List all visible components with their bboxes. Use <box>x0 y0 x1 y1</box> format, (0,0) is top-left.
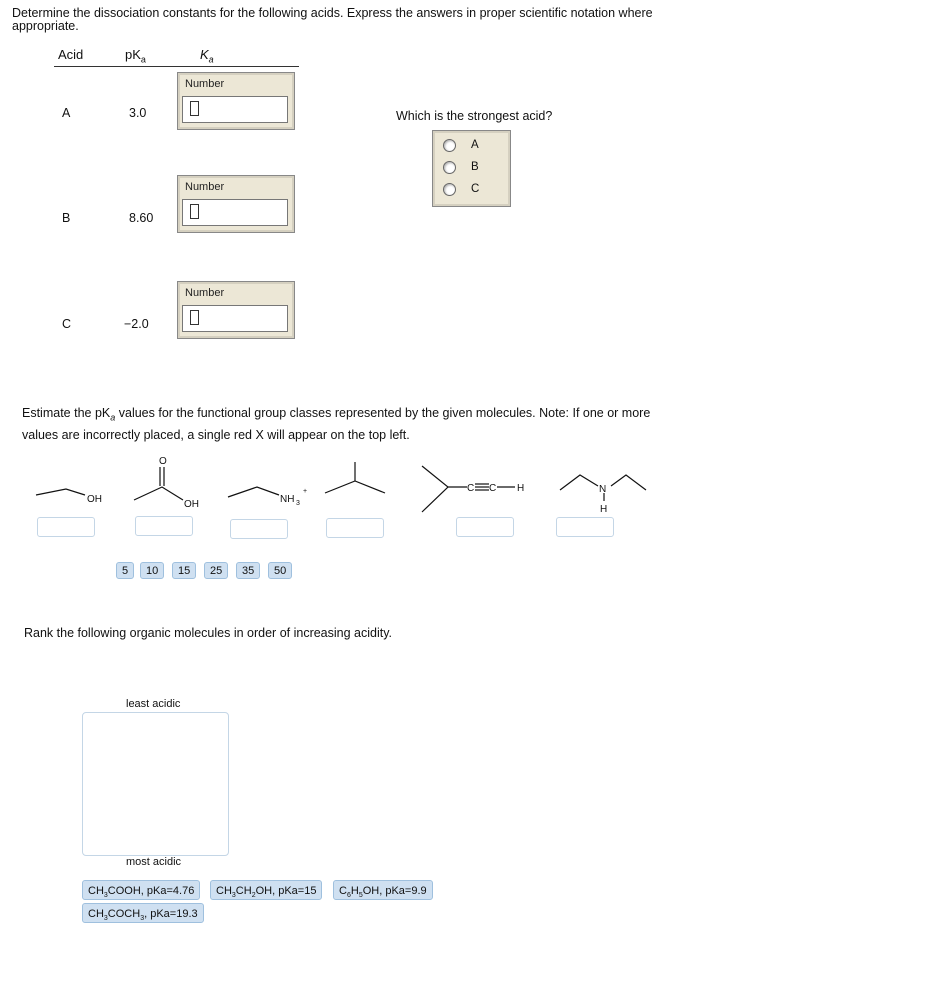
drop-target-alkane[interactable] <box>326 518 384 538</box>
row-a-acid: A <box>62 106 71 120</box>
row-a-pka: 3.0 <box>129 106 147 120</box>
header-pka: $pK_a$ <box>125 47 146 65</box>
strongest-acid-options <box>432 130 511 207</box>
drop-target-carboxylic-acid[interactable] <box>135 516 193 536</box>
label-n: N <box>599 484 607 495</box>
row-c-number-label: Number <box>185 287 225 299</box>
text-cursor-icon <box>190 204 199 219</box>
row-c-acid: C <box>62 317 72 331</box>
row-c-number-box <box>177 281 295 339</box>
radio-c[interactable] <box>443 183 456 196</box>
drop-target-alcohol[interactable] <box>37 517 95 537</box>
label-c-1: C <box>467 483 475 494</box>
label-h-alkyne: H <box>517 483 525 494</box>
question1-prompt: Determine the dissociation constants for the following acids. Express the answers in proper scientific notation where appropriate. <box>12 6 653 33</box>
label-c-2: C <box>489 483 497 494</box>
radio-b-label: B <box>471 161 479 173</box>
text-cursor-icon <box>190 310 199 325</box>
row-b-ka-input[interactable] <box>182 199 288 226</box>
row-c-pka: −2.0 <box>124 317 149 331</box>
least-acidic-label: least acidic <box>126 698 181 710</box>
label-oh-2: OH <box>184 499 199 510</box>
header-divider <box>54 66 299 67</box>
drop-target-amine[interactable] <box>556 517 614 537</box>
header-acid: Acid <box>58 47 84 62</box>
question2-prompt: Estimate the $pK_a$ values for the functional group classes represented by the given molecules. Note: If one or more values are incorrectly placed, a single red X will appear on the top left. <box>22 406 651 442</box>
diethylamine-bonds <box>560 475 598 490</box>
alkyne-bonds <box>422 466 448 512</box>
ranking-drop-area[interactable] <box>82 712 229 856</box>
label-oh-1: OH <box>87 494 102 505</box>
pka-chip-25[interactable]: 25 <box>204 562 228 579</box>
label-nh3: NH <box>280 494 295 505</box>
rank-item-ethanol[interactable]: $CH_3CH_2OH$, pKa=15 <box>210 880 322 900</box>
radio-b[interactable] <box>443 161 456 174</box>
question3-prompt: Rank the following organic molecules in order of increasing acidity. <box>24 626 393 640</box>
most-acidic-label: most acidic <box>126 856 182 868</box>
rank-item-acetic-acid[interactable]: $CH_3COOH$, pKa=4.76 <box>82 880 200 900</box>
row-a-number-box <box>177 72 295 130</box>
label-h-amine: H <box>600 504 608 515</box>
molecule-structures <box>0 450 929 525</box>
ethanol-bonds <box>36 489 85 495</box>
pka-chip-50[interactable]: 50 <box>268 562 292 579</box>
pka-chip-10[interactable]: 10 <box>140 562 164 579</box>
strongest-acid-question: Which is the strongest acid? <box>396 109 553 123</box>
isobutane-bonds <box>325 481 385 493</box>
row-b-number-box <box>177 175 295 233</box>
row-a-number-label: Number <box>185 78 225 90</box>
label-oxygen: O <box>159 456 167 467</box>
pka-chip-5[interactable]: 5 <box>116 562 134 579</box>
label-nh3-sub: 3 <box>296 500 300 507</box>
ethylammonium-bonds <box>228 487 279 497</box>
acetic-acid-bonds <box>134 487 183 500</box>
rank-item-phenol[interactable]: $C_6H_5OH$, pKa=9.9 <box>333 880 433 900</box>
drop-target-alkyne[interactable] <box>456 517 514 537</box>
drop-target-ammonium[interactable] <box>230 519 288 539</box>
rank-item-acetone[interactable]: $CH_3COCH_3$, pKa=19.3 <box>82 903 204 923</box>
pka-chip-15[interactable]: 15 <box>172 562 196 579</box>
row-c-ka-input[interactable] <box>182 305 288 332</box>
radio-a[interactable] <box>443 139 456 152</box>
label-nh3-plus: + <box>303 488 308 495</box>
row-b-pka: 8.60 <box>129 211 154 225</box>
row-b-number-label: Number <box>185 181 225 193</box>
header-ka: $K_a$ <box>200 47 214 65</box>
radio-a-label: A <box>471 139 479 151</box>
pka-chip-35[interactable]: 35 <box>236 562 260 579</box>
text-cursor-icon <box>190 101 199 116</box>
row-a-ka-input[interactable] <box>182 96 288 123</box>
row-b-acid: B <box>62 211 71 225</box>
radio-c-label: C <box>471 183 480 195</box>
